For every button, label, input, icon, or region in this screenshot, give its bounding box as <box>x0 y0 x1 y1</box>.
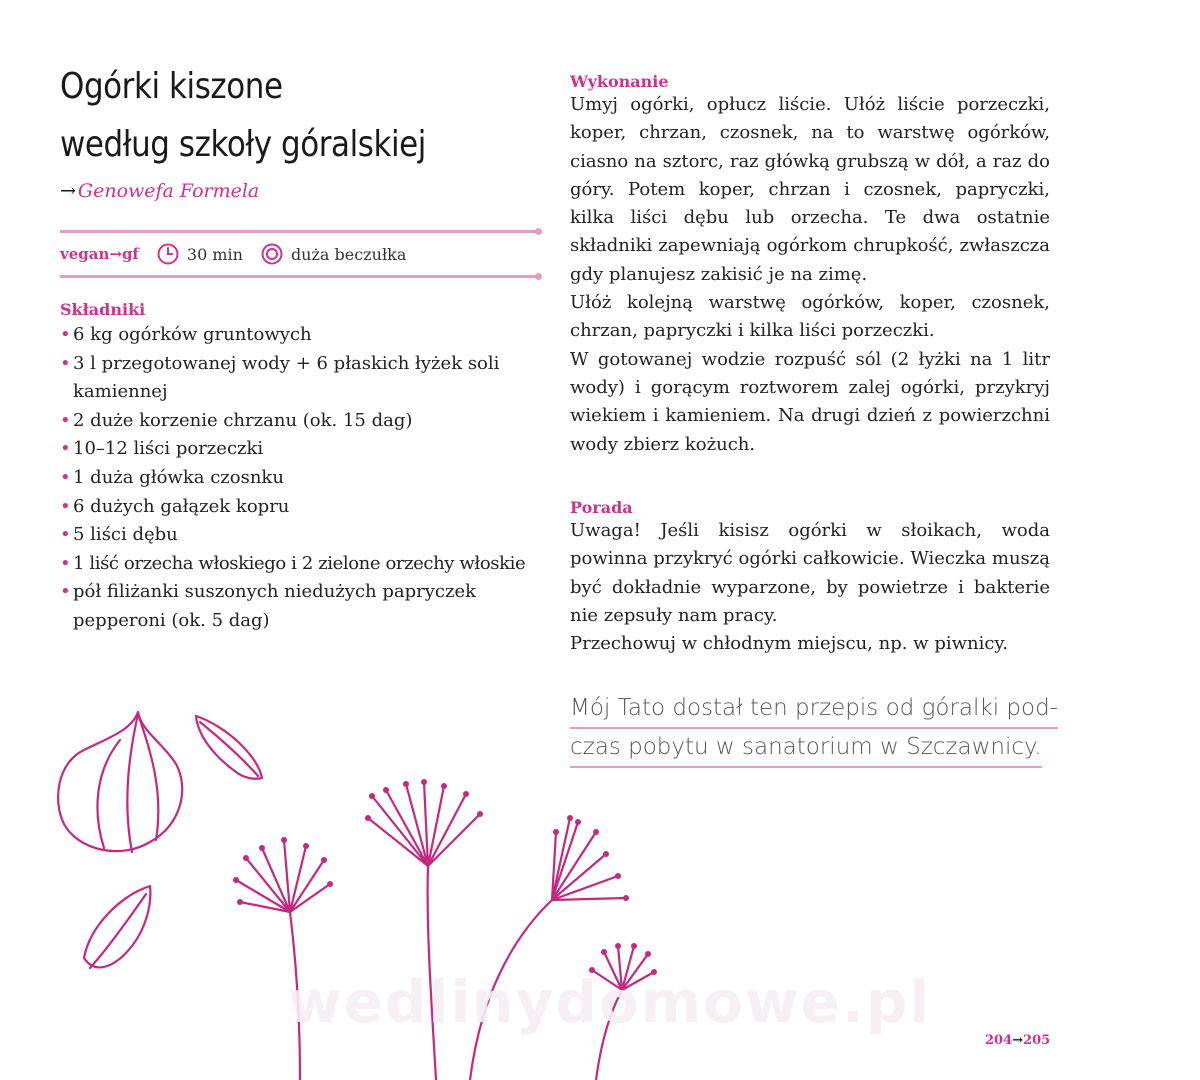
clock-icon <box>157 243 179 265</box>
ingredients-list <box>60 321 550 636</box>
list-item: • 6 dużych gałązek kopru <box>60 493 550 522</box>
method-paragraph-1: Umyj ogórki, opłucz liście. Ułóż liście porzeczki, koper, chrzan, czosnek, na to warstwę ogórków, ciasno na sztorc, raz główką grubszą w dół, a raz do góry. Potem koper, chrzan i czosnek, papryczki, kilka liści dębu lub orzecha. Te dwa ostatnie składniki zapewniają ogórkom chrupkość, zwłaszcza gdy planujesz zakisić je na zimę. <box>570 94 1050 285</box>
page-numbers <box>985 1033 1050 1048</box>
method-heading: Wykonanie <box>570 72 669 91</box>
list-item: • 2 duże korzenie chrzanu (ok. 15 dag) <box>60 407 550 436</box>
watermark: wedlinydomowe.pl <box>288 968 932 1036</box>
list-item: • 10–12 liści porzeczki <box>60 435 550 464</box>
ingredients-section <box>60 300 550 636</box>
title-line-2: według szkoły góralskiej <box>60 124 426 165</box>
divider-top <box>60 230 538 233</box>
yield-value: duża beczułka <box>290 244 407 264</box>
recipe-title <box>60 58 473 174</box>
list-item: • 6 kg ogórków gruntowych <box>60 321 550 350</box>
list-item: • 5 liści dębu <box>60 521 550 550</box>
author-arrow: → <box>60 180 76 202</box>
tip-paragraph-2: Przechowuj w chłodnym miejscu, np. w piwnicy. <box>570 633 1008 655</box>
tip-section <box>570 498 1050 658</box>
diet-label: vegan→gf <box>60 245 139 263</box>
quote-line-1: Mój Tato dostał ten przepis od góralki pod- <box>570 690 1058 729</box>
title-line-1: Ogórki kiszone <box>60 66 283 107</box>
method-paragraph-2: Ułóż kolejną warstwę ogórków, koper, czosnek, chrzan, papryczki i kilka liści porzeczki. <box>570 292 1050 342</box>
divider-bottom <box>60 275 538 278</box>
author-line <box>60 180 259 202</box>
list-item: • 1 liść orzecha włoskiego i 2 zielone orzechy włoskie <box>60 550 550 579</box>
author-name: Genowefa Formela <box>77 180 260 202</box>
tip-paragraph-1: Uwaga! Jeśli kisisz ogórki w słoikach, woda powinna przykryć ogórki całkowicie. Wieczka muszą być dokładnie wyparzone, by powietrze i bakterie nie zepsuły nam pracy. <box>570 520 1050 626</box>
page-left: 204 <box>985 1033 1013 1048</box>
recipe-meta <box>60 240 424 268</box>
list-item: • pół filiżanki suszonych niedużych papryczek pepperoni (ok. 5 dag) <box>60 578 550 635</box>
list-item: • 1 duża główka czosnku <box>60 464 550 493</box>
quote-line-2: czas pobytu w sanatorium w Szczawnicy. <box>570 729 1042 768</box>
method-paragraph-3: W gotowanej wodzie rozpuść sól (2 łyżki na 1 litr wody) i gorącym roztworem zalej ogórki, przykryj wiekiem i kamieniem. Na drugi dzień z powierzchni wody zbierz kożuch. <box>570 348 1050 455</box>
page-right: 205 <box>1023 1033 1051 1048</box>
list-item: • 3 l przegotowanej wody + 6 płaskich łyżek soli kamiennej <box>60 350 550 407</box>
portion-icon <box>261 243 283 265</box>
ingredients-heading: Składniki <box>60 300 146 319</box>
time-value: 30 min <box>186 244 243 264</box>
page-arrow: → <box>1012 1033 1024 1048</box>
tip-heading: Porada <box>570 498 633 517</box>
method-section <box>570 72 1050 459</box>
